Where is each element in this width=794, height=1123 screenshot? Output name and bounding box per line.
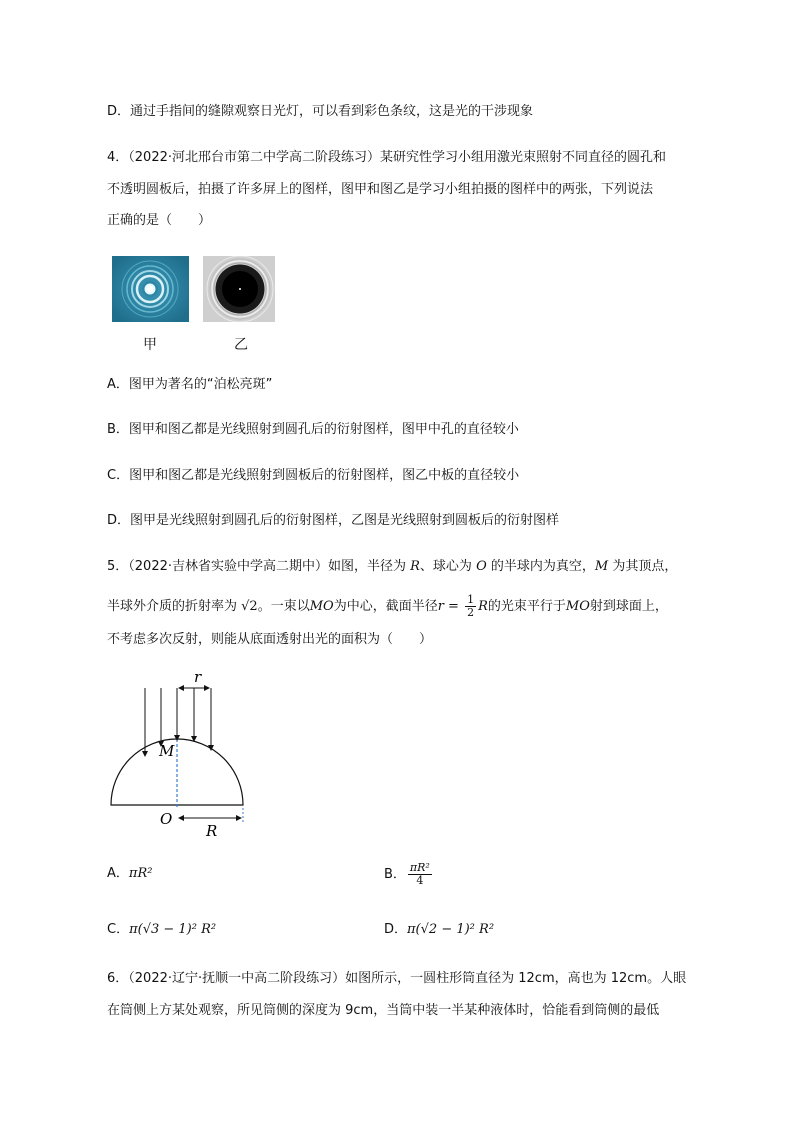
- figure-jia-caption: 甲: [143, 337, 157, 353]
- q4-stem-line1: 4．（2022·河北邢台市第二中学高二阶段练习）某研究性学习小组用激光束照射不同直径的圆孔和: [107, 150, 666, 165]
- q5-option-c: C．π(√3 − 1)² R²: [107, 922, 217, 937]
- q5-option-b: B． $\frac{\text{πR²}}{4}$: [384, 861, 430, 887]
- q4-option-d: D．图甲是光线照射到圆孔后的衍射图样，乙图是光线照射到圆板后的衍射图样: [107, 513, 560, 528]
- q5-stem-line2: 半球外介质的折射率为 √2。一束以MO为中心，截面半径r = $\frac{1}{2}$ R的光束平行于MO射到球面上，: [107, 593, 668, 619]
- label-R: R: [206, 822, 218, 840]
- label-M: M: [159, 742, 175, 760]
- q5-stem-line1: 5．（2022·吉林省实验中学高二期中）如图，半径为 R、球心为 O 的半球内为真空，M 为其顶点，: [107, 559, 678, 574]
- figure-yi-diffraction-image: [203, 256, 275, 322]
- q4-option-a: A．图甲为著名的“泊松亮斑”: [107, 377, 273, 392]
- q4-option-b: B．图甲和图乙都是光线照射到圆孔后的衍射图样，图甲中孔的直径较小: [107, 422, 519, 437]
- q5-option-a: A．πR²: [107, 866, 153, 881]
- label-r: r: [194, 668, 202, 686]
- q4-stem-line3: 正确的是（ ）: [107, 213, 212, 228]
- q3-option-d: D．通过手指间的缝隙观察日光灯，可以看到彩色条纹，这是光的干涉现象: [107, 104, 534, 119]
- q6-stem-line1: 6．（2022·辽宁·抚顺一中高二阶段练习）如图所示，一圆柱形筒直径为 12cm，高也为 12cm。人眼: [107, 971, 687, 986]
- hemisphere-diagram: [100, 664, 260, 844]
- label-O: O: [160, 810, 173, 828]
- q4-stem-line2: 不透明圆板后，拍摄了许多屏上的图样，图甲和图乙是学习小组拍摄的图样中的两张，下列说法: [107, 182, 654, 197]
- q6-stem-line2: 在筒侧上方某处观察，所见筒侧的深度为 9cm，当筒中装一半某种液体时，恰能看到筒侧的最低: [107, 1003, 660, 1018]
- half-fraction: $\frac{1}{2}$: [467, 593, 475, 619]
- figure-yi-caption: 乙: [234, 337, 248, 353]
- q5-stem-line3: 不考虑多次反射，则能从底面透射出光的面积为（ ）: [107, 632, 433, 647]
- q4-option-c: C．图甲和图乙都是光线照射到圆板后的衍射图样，图乙中板的直径较小: [107, 468, 520, 483]
- figure-jia-diffraction-image: [112, 256, 189, 322]
- q5-option-d: D．π(√2 − 1)² R²: [384, 922, 495, 937]
